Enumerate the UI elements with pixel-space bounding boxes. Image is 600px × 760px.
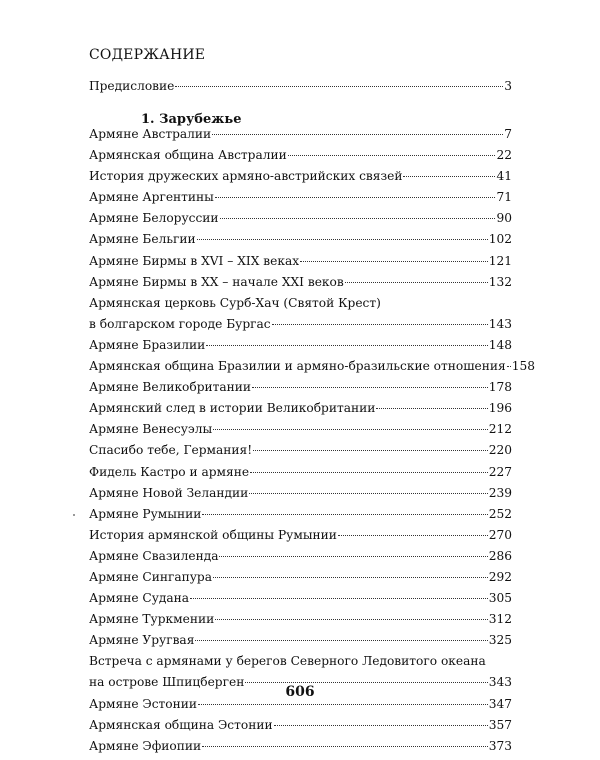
toc-entry-page: 143: [488, 316, 512, 331]
toc-entry-page: 239: [488, 485, 512, 500]
toc-entry: [89, 232, 512, 253]
toc-entry: [89, 317, 512, 338]
dot-leader: [253, 450, 488, 451]
toc-entry-title: в болгарском городе Бургас: [89, 316, 271, 331]
toc-entry-title: Армянская община Бразилии и армяно-бразильские отношения: [89, 359, 506, 374]
toc-entry: [89, 443, 512, 464]
toc-entry: [89, 591, 512, 612]
toc-entry: [89, 211, 512, 232]
dot-leader: [197, 239, 488, 240]
toc-entry: [89, 654, 512, 675]
toc-entry-page: 252: [488, 506, 512, 521]
section-heading: 1. Зарубежье: [141, 112, 242, 127]
toc-entry: [89, 296, 512, 317]
dot-leader: [300, 261, 488, 262]
dot-leader: [274, 725, 488, 726]
toc-entry-title: Предисловие: [89, 79, 175, 93]
toc-entry-page: 7: [504, 127, 512, 141]
dot-leader: [175, 86, 503, 87]
dot-leader: [403, 176, 495, 177]
toc-entry-title: История дружеских армяно-австрийских связей: [89, 169, 403, 184]
toc-entry: [89, 633, 512, 654]
dot-leader: [202, 514, 487, 515]
toc-entry-title: Спасибо тебе, Германия!: [89, 443, 253, 458]
dot-leader: [215, 619, 488, 620]
toc-entry-page: 305: [488, 591, 512, 606]
dot-leader: [212, 134, 503, 135]
dot-leader: [250, 472, 488, 473]
toc-entry-title: Армянская община Эстонии: [89, 717, 273, 732]
toc-entry-page: 373: [488, 738, 512, 753]
dot-leader: [220, 218, 496, 219]
toc-entry: [89, 127, 512, 148]
toc-entry-page: 286: [488, 548, 512, 563]
toc-entry-page: 347: [488, 696, 512, 711]
toc-entry: [89, 465, 512, 486]
dot-leader: [213, 577, 488, 578]
toc-entry-page: 325: [488, 633, 512, 648]
dot-leader: [198, 704, 488, 705]
toc-entry-title: Армянская община Австралии: [89, 148, 287, 163]
toc-entry-page: 158: [511, 359, 535, 374]
toc-entry-title: Армяне Судана: [89, 591, 190, 606]
page-number: 606: [285, 684, 315, 700]
toc-entry-title: Армяне Свазиленда: [89, 548, 219, 563]
toc-entry-page: 196: [488, 401, 512, 416]
toc-entry-page: 357: [488, 717, 512, 732]
dot-leader: [206, 345, 488, 346]
toc-entry-title: Армяне Сингапура: [89, 569, 212, 584]
toc-entry: [89, 401, 512, 422]
toc-entry-title: Армяне Уругвая: [89, 633, 195, 648]
toc-entry: [89, 380, 512, 401]
toc-entry-page: 227: [488, 464, 512, 479]
toc-entry-title: Армяне Эфиопии: [89, 738, 202, 753]
toc-entry-page: 3: [504, 79, 512, 93]
toc-entry: [89, 148, 512, 169]
toc-entry-title: Армянский след в истории Великобритании: [89, 401, 376, 416]
scan-speck: [73, 514, 75, 516]
dot-leader: [213, 429, 488, 430]
dot-leader: [272, 324, 488, 325]
dot-leader: [202, 746, 488, 747]
toc-entry: [89, 507, 512, 528]
dot-leader: [219, 556, 487, 557]
toc-entry-page: 212: [488, 422, 512, 437]
toc-entry-title: Армяне Бирмы в XVI – XIX веках: [89, 253, 300, 268]
toc-entry-page: 121: [488, 253, 512, 268]
toc-entry-page: 270: [488, 527, 512, 542]
toc-entry-page: 312: [488, 612, 512, 627]
dot-leader: [252, 387, 488, 388]
toc-list: [89, 127, 535, 760]
toc-entry-title: Армяне Белоруссии: [89, 211, 219, 226]
toc-entry: [89, 338, 512, 359]
toc-entry-title: Фидель Кастро и армяне: [89, 464, 250, 479]
dot-leader: [507, 366, 511, 367]
toc-entry-page: 90: [496, 211, 512, 226]
dot-leader: [345, 282, 488, 283]
toc-entry: [89, 549, 512, 570]
toc-entry: [89, 275, 512, 296]
toc-entry-title: Армяне Бразилии: [89, 337, 206, 352]
toc-entry-title: Армяне Эстонии: [89, 696, 198, 711]
toc-entry-title: Армяне Бирмы в XX – начале XXI веков: [89, 274, 344, 289]
dot-leader: [249, 493, 487, 494]
toc-entry: [89, 486, 512, 507]
toc-entry: [89, 739, 512, 760]
toc-entry-page: 22: [496, 148, 512, 163]
toc-entry-page: 343: [488, 675, 512, 690]
toc-entry-page: 41: [496, 169, 512, 184]
toc-entry-title: История армянской общины Румынии: [89, 527, 337, 542]
toc-entry: [89, 570, 512, 591]
toc-entry-title: Армянская церковь Сурб-Хач (Святой Крест): [89, 295, 381, 310]
toc-entry-page: 220: [488, 443, 512, 458]
toc-entry-title: на острове Шпицберген: [89, 675, 245, 690]
toc-entry: [89, 718, 512, 739]
dot-leader: [215, 197, 496, 198]
toc-entry-page: 102: [488, 232, 512, 247]
toc-entry: [89, 254, 512, 275]
toc-entry-title: Армяне Великобритании: [89, 380, 252, 395]
dot-leader: [338, 535, 488, 536]
toc-entry-title: Армяне Бельгии: [89, 232, 196, 247]
toc-entry: [89, 422, 512, 443]
toc-entry-preface: [89, 79, 512, 100]
toc-entry-page: 71: [496, 190, 512, 205]
toc-entry-page: 292: [488, 569, 512, 584]
toc-entry-title: Армяне Аргентины: [89, 190, 214, 205]
toc-entry-page: 148: [488, 337, 512, 352]
toc-entry: [89, 359, 535, 380]
dot-leader: [288, 155, 496, 156]
preface-list: [89, 79, 512, 100]
toc-entry: [89, 528, 512, 549]
toc-entry-title: Армяне Венесуэлы: [89, 422, 213, 437]
toc-entry-page: 178: [488, 380, 512, 395]
toc-entry-title: Армяне Румынии: [89, 506, 202, 521]
toc-entry-title: Армяне Новой Зеландии: [89, 485, 249, 500]
toc-entry: [89, 190, 512, 211]
page-title: СОДЕРЖАНИЕ: [89, 47, 206, 63]
dot-leader: [376, 408, 487, 409]
dot-leader: [190, 598, 488, 599]
dot-leader: [195, 640, 487, 641]
toc-entry-page: 132: [488, 274, 512, 289]
toc-entry-title: Армяне Австралии: [89, 127, 212, 141]
toc-entry-title: Армяне Туркмении: [89, 612, 215, 627]
toc-entry: [89, 612, 512, 633]
toc-entry-title: Встреча с армянами у берегов Северного Ледовитого океана: [89, 654, 486, 669]
toc-entry: [89, 169, 512, 190]
